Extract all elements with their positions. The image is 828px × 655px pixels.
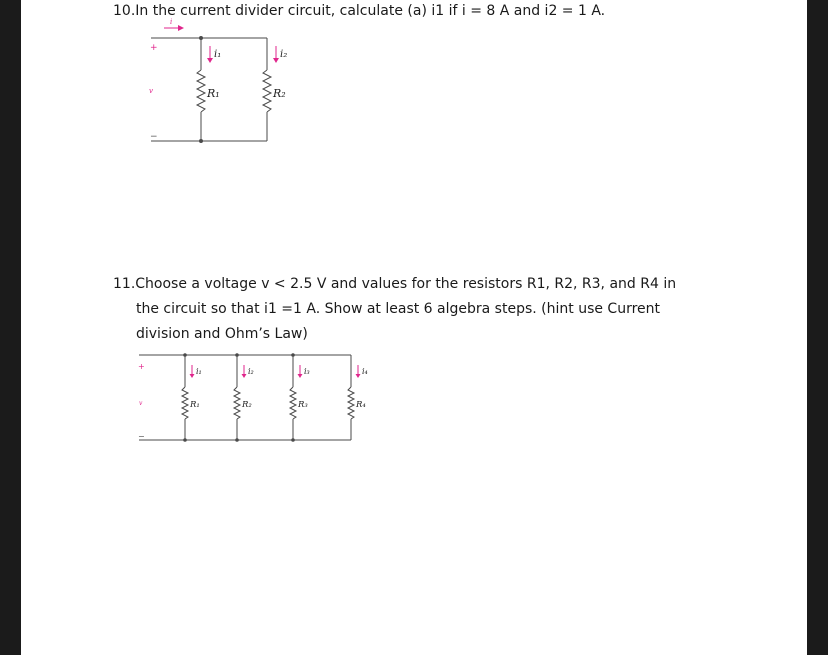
minus-terminal: −: [150, 132, 158, 142]
resistor-r4-q11: [348, 387, 354, 419]
i2-label: i₂: [280, 49, 288, 60]
resistor-r1-q11: [182, 387, 188, 419]
minus-terminal-q11: −: [138, 432, 145, 441]
i3-label-q11: i₃: [304, 367, 310, 376]
i4-label-q11: i₄: [362, 367, 368, 376]
q11-circuit-diagram: [21, 0, 807, 655]
r4-label-q11: R₄: [356, 400, 366, 410]
voltage-label-q11: v: [139, 400, 143, 407]
resistor-r3-q11: [290, 387, 296, 419]
voltage-label: v: [149, 87, 153, 95]
q11-current-arrows: [190, 365, 361, 378]
plus-terminal-q11: +: [138, 362, 145, 371]
r1-label: R₁: [207, 87, 220, 100]
question-10-text: 10.In the current divider circuit, calculate (a) i1 if i = 8 A and i2 = 1 A.: [113, 3, 606, 19]
plus-terminal: +: [150, 43, 158, 53]
r2-label-q11: R₂: [242, 400, 252, 410]
source-current-label: i: [170, 18, 173, 26]
question-11-line-2: the circuit so that i1 =1 A. Show at least 6 algebra steps. (hint use Current: [136, 301, 661, 317]
i2-label-q11: i₂: [248, 367, 254, 376]
question-11-line-1: 11.Choose a voltage v < 2.5 V and values for the resistors R1, R2, R3, and R4 in: [113, 276, 677, 292]
resistor-r2-q11: [234, 387, 240, 419]
r3-label-q11: R₃: [298, 400, 308, 410]
r2-label: R₂: [273, 87, 286, 100]
document-page: [21, 0, 807, 655]
question-11-line-3: division and Ohm’s Law): [136, 326, 308, 342]
i1-label-q11: i₁: [196, 367, 202, 376]
i1-label: i₁: [214, 49, 222, 60]
q11-wires: [139, 355, 354, 440]
r1-label-q11: R₁: [190, 400, 200, 410]
